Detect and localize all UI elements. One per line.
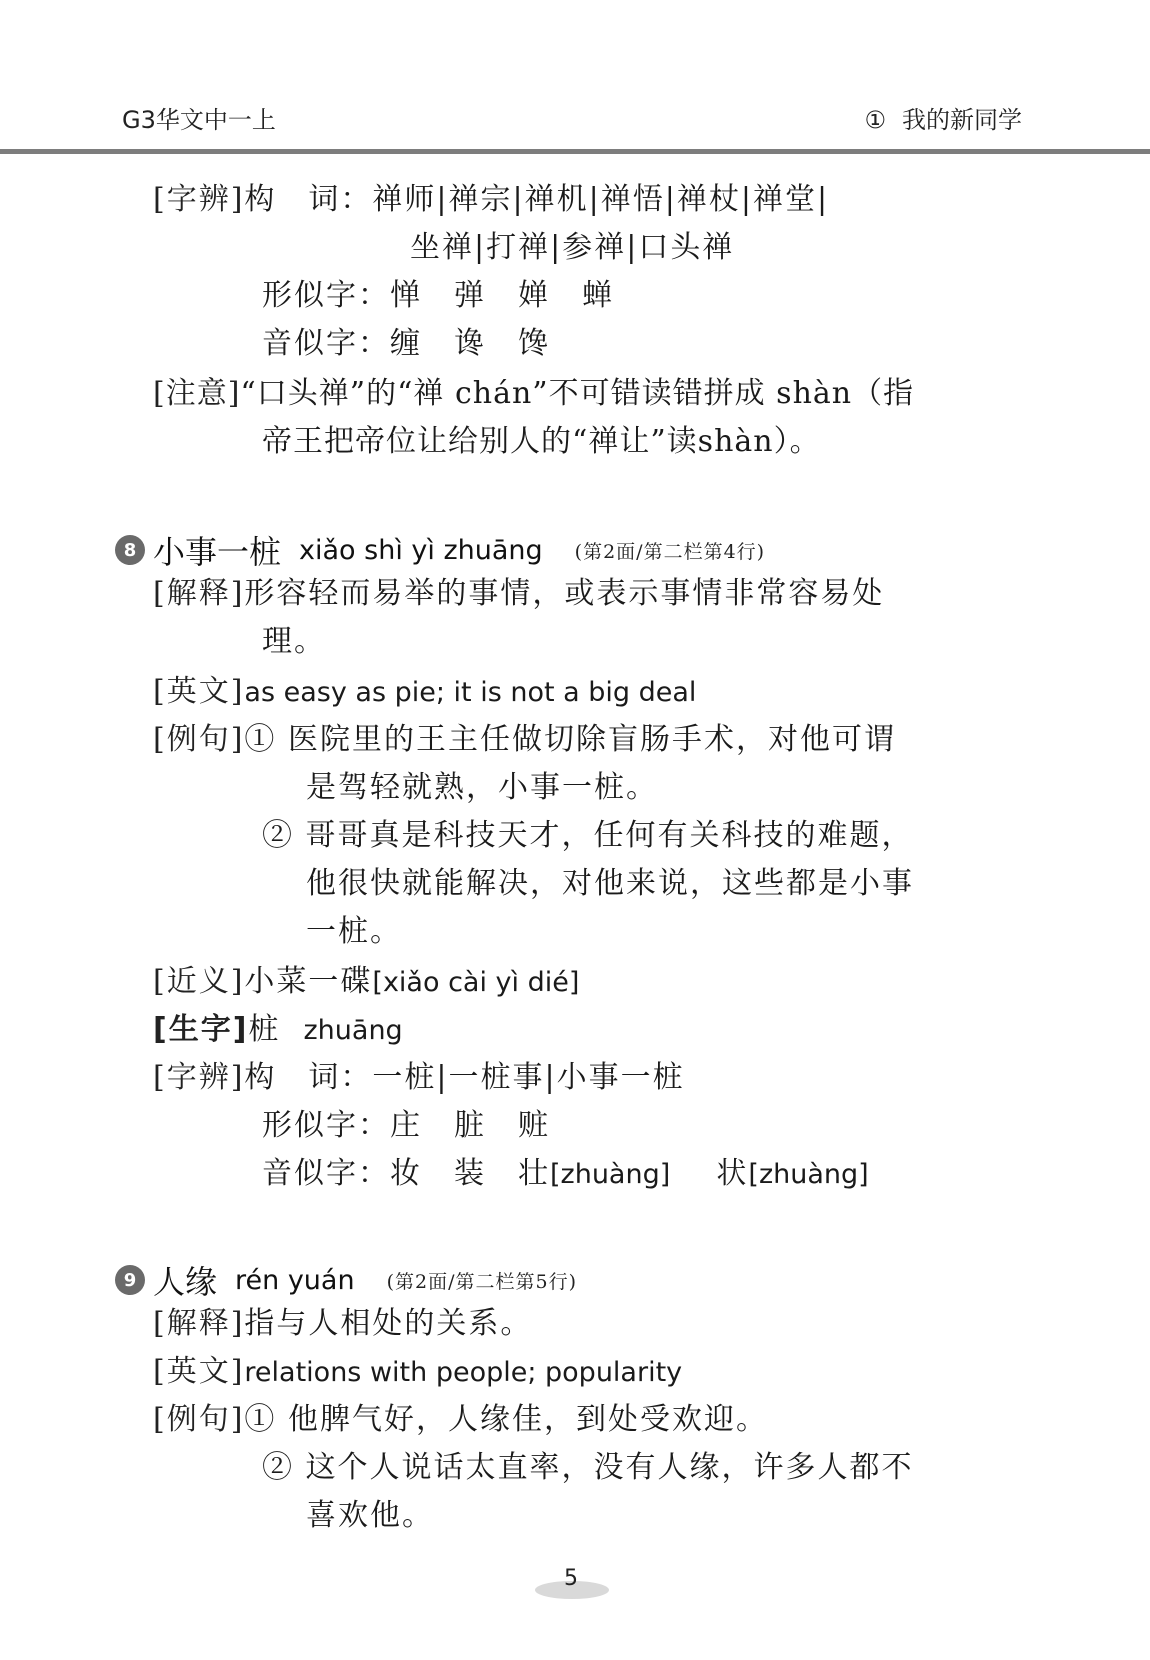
entry-word: 小事一桩 [153, 533, 282, 571]
entry-number-badge: 8 [115, 535, 145, 565]
gouci-words: 禅师|禅宗|禅机|禅悟|禅杖|禅堂| [372, 182, 830, 217]
entry-8-heading [115, 527, 765, 573]
gouci-label: 构 词： [244, 182, 373, 217]
liju-num: ① [244, 722, 277, 757]
page-number-badge [535, 1566, 615, 1598]
yinsi-value: 缠 谗 馋 [390, 326, 550, 361]
chapter-number: ① [864, 106, 886, 134]
jieshi-text: 指与人相处的关系。 [244, 1306, 533, 1341]
xingsi-value: 庄 脏 赃 [390, 1108, 550, 1143]
liju-num: ② [262, 1450, 294, 1485]
entry-8-zibian-gouci [153, 1058, 685, 1098]
liju-text: 哥哥真是科技天才，任何有关科技的难题， [305, 818, 914, 853]
entry-8-liju-2-line1 [262, 816, 914, 856]
entry-reference: (第2面/第二栏第5行) [386, 1270, 577, 1293]
prev-zhuyi-line1 [153, 374, 914, 414]
liju-tag: [例句] [153, 722, 245, 757]
zhuyi-tag: [注意] [153, 376, 241, 411]
yingwen-tag: [英文] [153, 1354, 245, 1389]
chapter-title: 我的新同学 [902, 106, 1022, 134]
header-divider [0, 149, 1150, 154]
entry-8-yinsi [262, 1154, 869, 1195]
shengzi-tag: [生字] [153, 1012, 249, 1047]
chapter-heading [864, 100, 1022, 135]
jieshi-tag: [解释] [153, 576, 245, 611]
entry-8-liju-2-line3: 一桩。 [306, 914, 402, 949]
yingwen-tag: [英文] [153, 674, 245, 709]
yinsi-chars: 妆 装 [390, 1156, 518, 1191]
jinyi-pinyin: [xiǎo cài yì dié] [372, 967, 580, 998]
prev-zibian-gouci-line1 [153, 180, 829, 220]
yingwen-text: as easy as pie; it is not a big deal [244, 677, 697, 708]
shengzi-pinyin: zhuāng [303, 1015, 403, 1046]
xingsi-value: 惮 弹 婵 蝉 [390, 278, 614, 313]
entry-8-jinyi [153, 962, 579, 1003]
entry-pinyin: rén yuán [235, 1264, 355, 1296]
entry-8-jieshi-line1 [153, 574, 884, 614]
zhuyi-text-1: “口头禅”的“禅 chán”不可错读错拼成 shàn（指 [240, 376, 915, 411]
jinyi-word: 小菜一碟 [244, 964, 373, 999]
gouci-words: 一桩|一桩事|小事一桩 [372, 1060, 685, 1095]
entry-reference: (第2面/第二栏第4行) [574, 540, 766, 563]
page-number: 5 [564, 1566, 578, 1591]
zibian-tag: [字辨] [153, 1060, 245, 1095]
jieshi-tag: [解释] [153, 1306, 245, 1341]
entry-8-jieshi-line2: 理。 [262, 624, 326, 659]
prev-yinsi-line [262, 324, 550, 364]
prev-zhuyi-line2: 帝王把帝位让给别人的“禅让”读shàn）。 [262, 424, 821, 459]
jieshi-text: 形容轻而易举的事情，或表示事情非常容易处 [244, 576, 885, 611]
entry-9-jieshi [153, 1304, 532, 1344]
yinsi-zhuang2: 状 [716, 1156, 749, 1191]
entry-8-liju-1-line1 [153, 720, 896, 760]
page-header [0, 0, 1150, 150]
entry-9-liju-2-line2: 喜欢他。 [306, 1498, 434, 1533]
entry-9-yingwen [153, 1352, 682, 1393]
entry-8-yingwen [153, 672, 696, 713]
entry-9-liju-2-line1 [262, 1448, 914, 1488]
jinyi-tag: [近义] [153, 964, 245, 999]
xingsi-label: 形似字： [262, 1108, 390, 1143]
entry-word: 人缘 [153, 1263, 218, 1301]
yinsi-label: 音似字： [262, 1156, 390, 1191]
gouci-label: 构 词： [244, 1060, 373, 1095]
entry-8-shengzi [153, 1010, 403, 1051]
entry-pinyin: xiǎo shì yì zhuāng [299, 534, 543, 566]
entry-8-liju-2-line2: 他很快就能解决，对他来说，这些都是小事 [306, 866, 914, 901]
xingsi-label: 形似字： [262, 278, 390, 313]
prev-gouci-line2: 坐禅|打禅|参禅|口头禅 [410, 230, 735, 265]
yinsi-zhuang2-pinyin: [zhuàng] [748, 1159, 869, 1190]
book-title: G3华文中一上 [122, 106, 276, 134]
entry-8-liju-1-line2: 是驾轻就熟，小事一桩。 [306, 770, 658, 805]
liju-tag: [例句] [153, 1402, 245, 1437]
entry-9-liju-1 [153, 1400, 768, 1440]
shengzi-char: 桩 [248, 1012, 281, 1047]
zibian-tag: [字辨] [153, 182, 245, 217]
entry-8-xingsi [262, 1106, 550, 1146]
yinsi-label: 音似字： [262, 326, 390, 361]
yinsi-zhuang1: 壮 [518, 1156, 550, 1191]
liju-text: 他脾气好，人缘佳，到处受欢迎。 [287, 1402, 768, 1437]
liju-text: 这个人说话太直率，没有人缘，许多人都不 [305, 1450, 914, 1485]
entry-number-badge: 9 [115, 1265, 145, 1295]
liju-num: ① [244, 1402, 277, 1437]
liju-num: ② [262, 818, 294, 853]
prev-xingsi-line [262, 276, 614, 316]
yingwen-text: relations with people; popularity [244, 1357, 683, 1388]
entry-9-heading [115, 1257, 577, 1303]
yinsi-zhuang1-pinyin: [zhuàng] [550, 1159, 671, 1190]
liju-text: 医院里的王主任做切除盲肠手术，对他可谓 [287, 722, 896, 757]
